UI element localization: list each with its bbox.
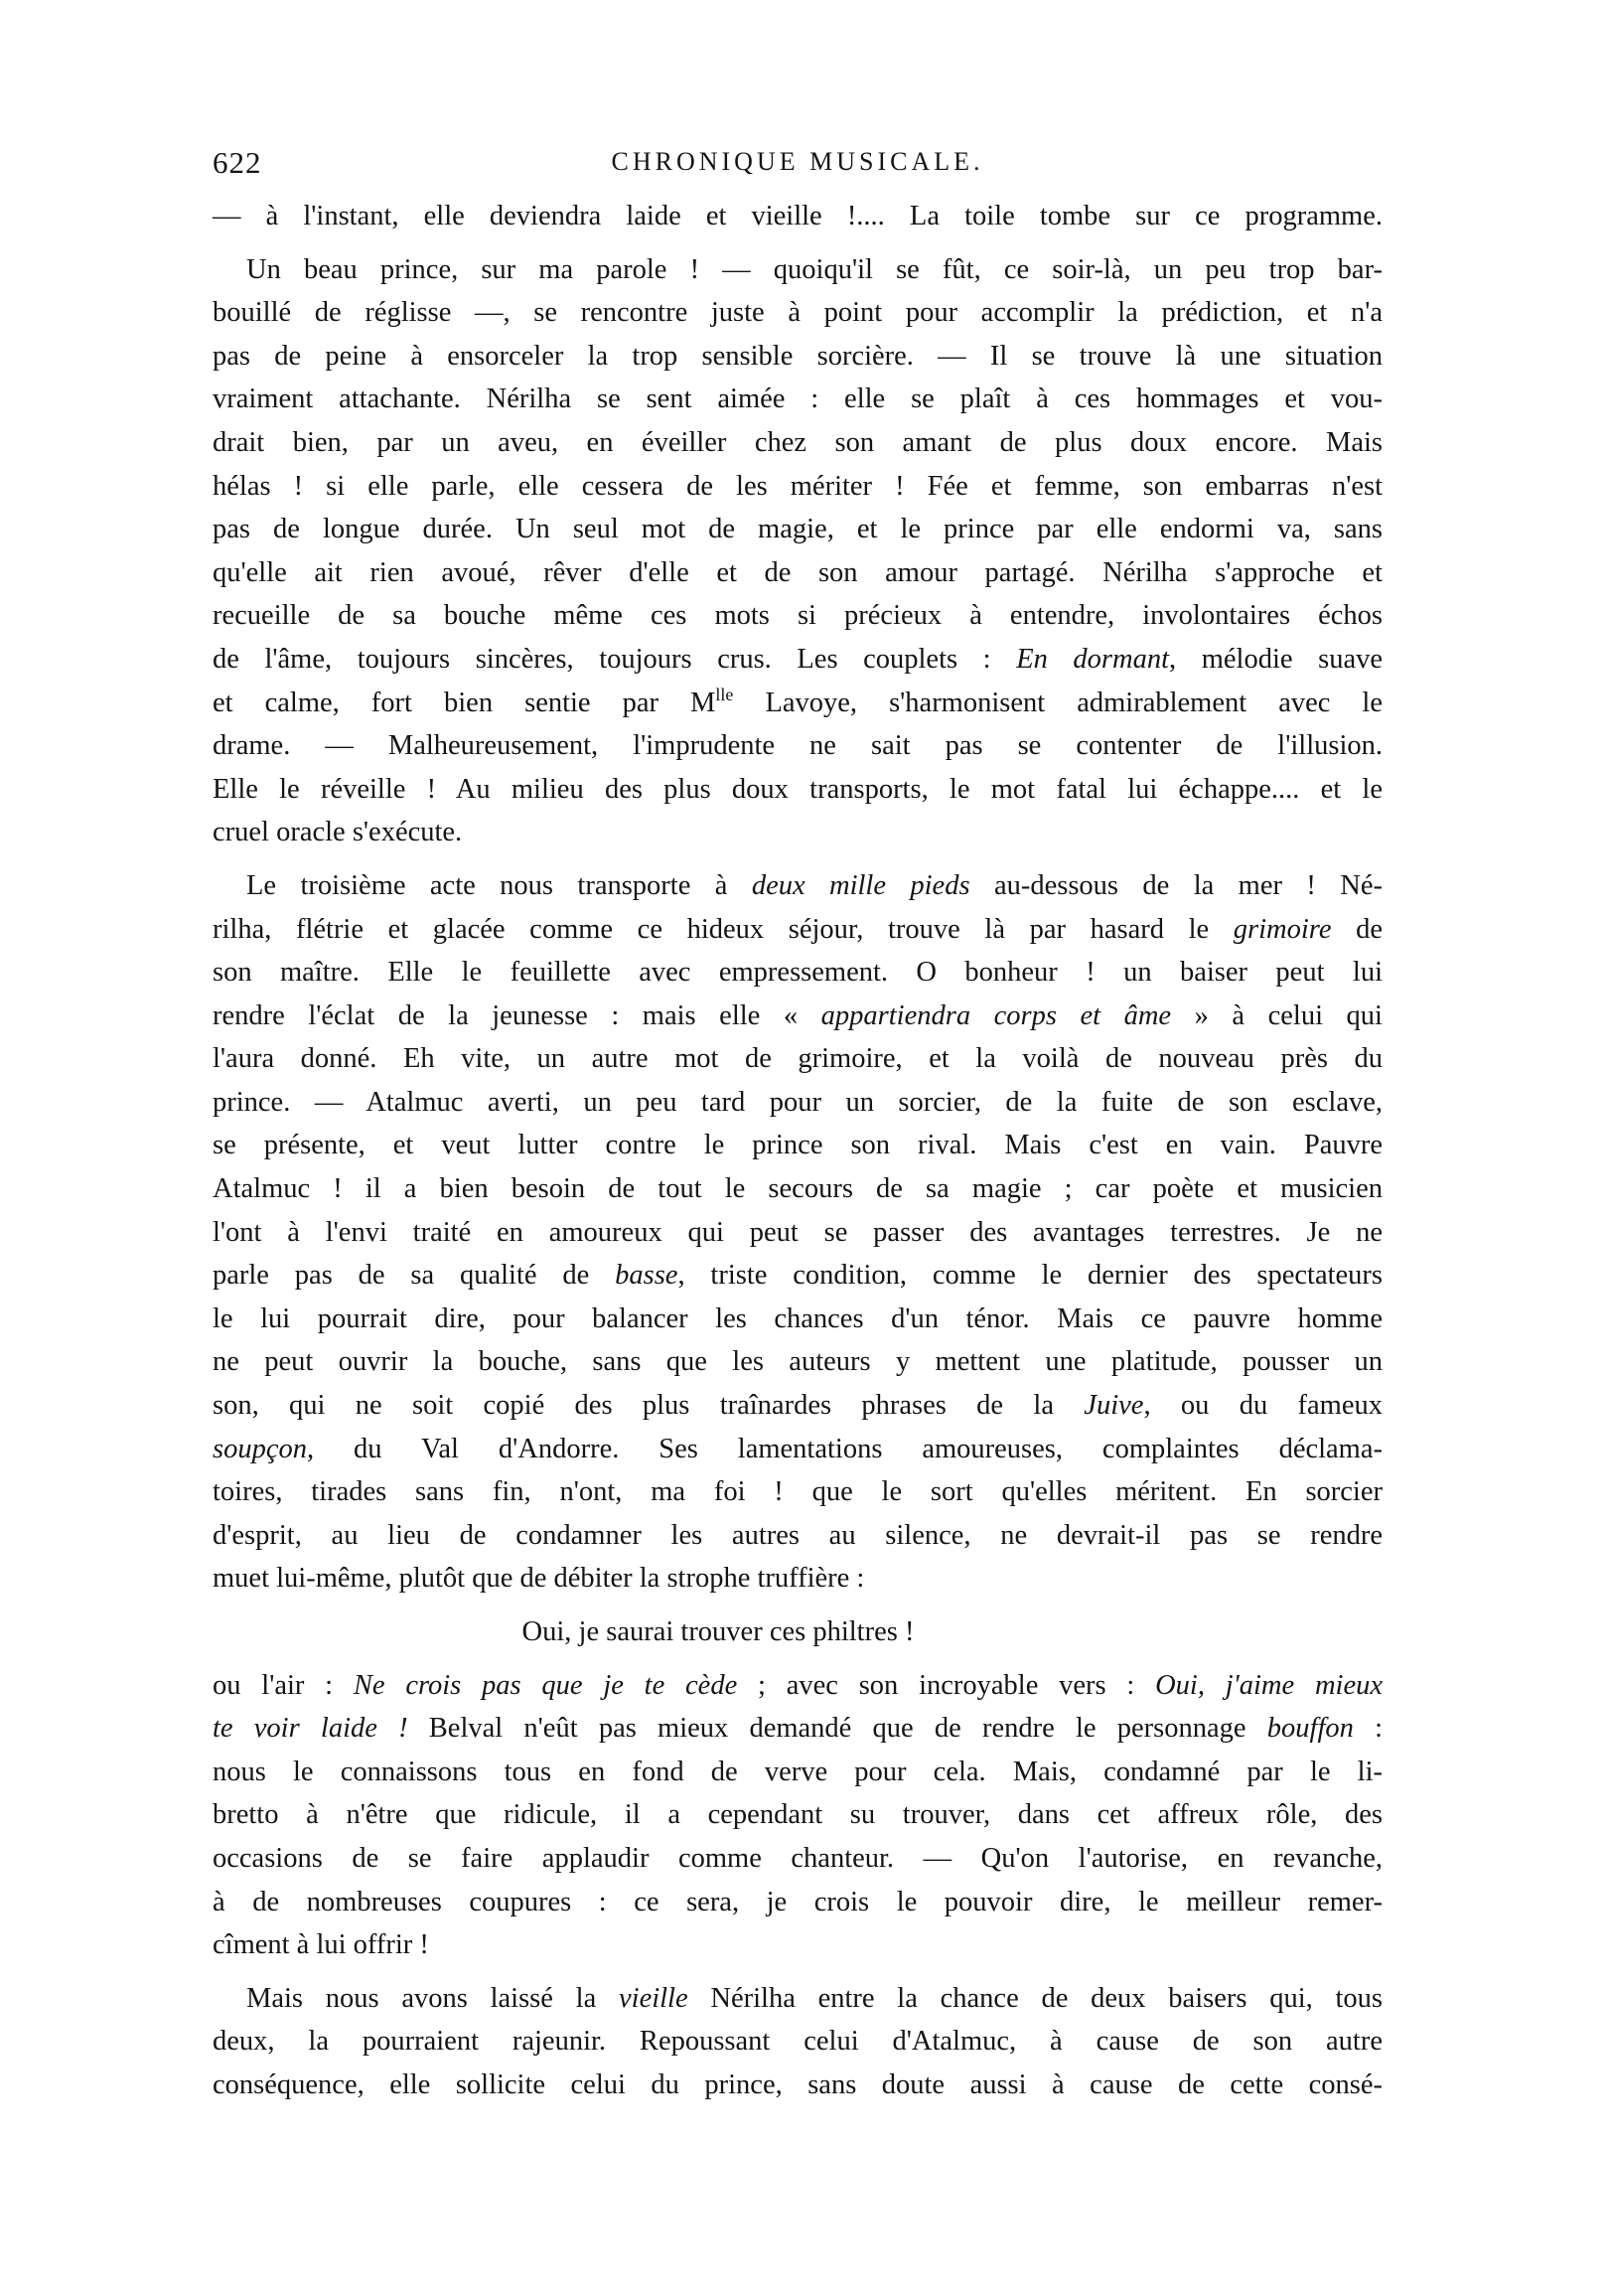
text-segment: ou l'air :: [213, 1669, 354, 1701]
text-line: [213, 1384, 1383, 1428]
paragraph-1: [213, 195, 1383, 238]
text-line: recueille de sa bouche même ces mots si précieux à entendre, involontaires échos: [213, 600, 1383, 632]
italic-phrase: te voir laide !: [213, 1713, 408, 1745]
text-line: [213, 1664, 1383, 1708]
text-line: l'aura donné. Eh vite, un autre mot de grimoire, et la voilà de nouveau près du: [213, 1043, 1383, 1075]
text-line: [213, 1707, 1383, 1751]
text-line: l'ont à l'envi traité en amoureux qui peut se passer des avantages terrestres. Je ne: [213, 1216, 1383, 1248]
text-line: [213, 864, 1383, 908]
text-line: bretto à n'être que ridicule, il a cependant su trouver, dans cet affreux rôle, des: [213, 1799, 1383, 1831]
italic-phrase: Ne crois pas que je te cède: [353, 1669, 738, 1701]
text-line: [213, 1254, 1383, 1298]
text-line: qu'elle ait rien avoué, rêver d'elle et de son amour partagé. Nérilha s'approche et: [213, 556, 1383, 588]
text-line: à de nombreuses coupures : ce sera, je crois le pouvoir dire, le meilleur remer-: [213, 1886, 1383, 1917]
text-segment: , du Val d'Andorre. Ses lamentations amoureuses, complaintes déclama-: [307, 1433, 1383, 1464]
text-line: d'esprit, au lieu de condamner les autres au silence, ne devrait-il pas se rendre: [213, 1519, 1383, 1551]
italic-phrase: vieille: [619, 1982, 688, 2014]
text-line: Atalmuc ! il a bien besoin de tout le secours de sa magie ; car poète et musicien: [213, 1173, 1383, 1205]
italic-phrase: grimoire: [1233, 913, 1332, 945]
superscript: lle: [715, 684, 734, 704]
text-segment: Lavoye, s'harmonisent admirablement avec le: [733, 687, 1383, 718]
text-segment: Nérilha entre la chance de deux baisers qui, tous: [687, 1982, 1384, 2014]
text-segment: , ou du fameux: [1143, 1390, 1383, 1422]
text-line: toires, tirades sans fin, n'ont, ma foi ! que le sort qu'elles méritent. En sorcier: [213, 1476, 1383, 1508]
italic-phrase: Oui, j'aime mieux: [1155, 1669, 1383, 1701]
text-segment: » à celui qui: [1171, 999, 1383, 1031]
text-segment: son, qui ne soit copié des plus traînardes phrases de la: [213, 1390, 1085, 1422]
text-line: [213, 995, 1383, 1038]
page-number: 622: [213, 145, 262, 180]
text-line: Un beau prince, sur ma parole ! — quoiqu'il se fût, ce soir-là, un peu trop bar-: [246, 253, 1383, 285]
text-line: [213, 682, 1383, 725]
paragraph-5: [213, 1977, 1383, 2107]
text-line: [213, 908, 1383, 952]
text-line: drame. — Malheureusement, l'imprudente ne sait pas se contenter de l'illusion.: [213, 730, 1383, 762]
text-segment: rilha, flétrie et glacée comme ce hideux séjour, trouve là par hasard le: [213, 913, 1234, 945]
verse-quotation: [213, 1610, 1383, 1654]
text-line: — à l'instant, elle deviendra laide et vieille !.... La toile tombe sur ce programme.: [213, 201, 1383, 231]
text-line: [213, 638, 1383, 682]
text-line: nous le connaissons tous en fond de verve pour cela. Mais, condamné par le li-: [213, 1756, 1383, 1787]
running-head: CHRONIQUE MUSICALE.: [611, 147, 984, 176]
text-line: ne peut ouvrir la bouche, sans que les auteurs y mettent une platitude, pousser un: [213, 1346, 1383, 1378]
text-segment: , triste condition, comme le dernier des spectateurs: [677, 1260, 1383, 1292]
text-line: deux, la pourraient rajeunir. Repoussant celui d'Atalmuc, à cause de son autre: [213, 2026, 1383, 2058]
text-segment: :: [1353, 1713, 1384, 1745]
text-line: son maître. Elle le feuillette avec empressement. O bonheur ! un baiser peut lui: [213, 957, 1383, 989]
text-line: cruel oracle s'exécute.: [213, 817, 463, 848]
italic-phrase: appartiendra corps et âme: [820, 999, 1172, 1031]
text-segment: et calme, fort bien sentie par M: [213, 687, 716, 718]
text-line: [213, 1977, 1383, 2021]
text-segment: au-dessous de la mer ! Né-: [969, 869, 1383, 901]
verse-line: Oui, je saurai trouver ces philtres !: [521, 1616, 915, 1647]
text-segment: rendre l'éclat de la jeunesse : mais elle «: [213, 999, 821, 1031]
text-line: [213, 1428, 1383, 1471]
text-line: prince. — Atalmuc averti, un peu tard pour un sorcier, de la fuite de son esclave,: [213, 1086, 1383, 1118]
text-line: pas de longue durée. Un seul mot de magie, et le prince par elle endormi va, sans: [213, 514, 1383, 545]
text-segment: parle pas de sa qualité de: [213, 1260, 616, 1292]
text-segment: ; avec son incroyable vers :: [737, 1669, 1156, 1701]
italic-phrase: basse: [615, 1260, 678, 1292]
text-segment: Le troisième acte nous transporte à: [246, 869, 752, 901]
page-body: [213, 195, 1383, 2117]
paragraph-3: [213, 864, 1383, 1601]
paragraph-4: [213, 1664, 1383, 1967]
page-header: [213, 145, 1383, 185]
text-line: occasions de se faire applaudir comme chanteur. — Qu'on l'autorise, en revanche,: [213, 1842, 1383, 1874]
paragraph-2: [213, 248, 1383, 854]
italic-title: En dormant: [1016, 643, 1170, 675]
text-line: hélas ! si elle parle, elle cessera de les mériter ! Fée et femme, son embarras n'est: [213, 470, 1383, 502]
italic-phrase: soupçon: [213, 1433, 307, 1464]
text-segment: Mais nous avons laissé la: [246, 1982, 619, 2014]
italic-phrase: deux mille pieds: [751, 869, 970, 901]
text-segment: Belval n'eût pas mieux demandé que de rendre le personnage: [407, 1713, 1267, 1745]
text-segment: , mélodie suave: [1169, 643, 1384, 675]
text-line: se présente, et veut lutter contre le prince son rival. Mais c'est en vain. Pauvre: [213, 1130, 1383, 1161]
text-line: cîment à lui offrir !: [213, 1929, 429, 1961]
text-line: le lui pourrait dire, pour balancer les chances d'un ténor. Mais ce pauvre homme: [213, 1302, 1383, 1334]
italic-phrase: Juive: [1084, 1390, 1144, 1422]
text-line: Elle le réveille ! Au milieu des plus doux transports, le mot fatal lui échappe.... et le: [213, 773, 1383, 805]
text-segment: de: [1331, 913, 1383, 945]
text-line: pas de peine à ensorceler la trop sensible sorcière. — Il se trouve là une situation: [213, 340, 1383, 372]
text-segment: de l'âme, toujours sincères, toujours crus. Les couplets :: [213, 643, 991, 675]
italic-phrase: bouffon: [1266, 1713, 1354, 1745]
text-line: muet lui-même, plutôt que de débiter la strophe truffière :: [213, 1563, 865, 1595]
text-line: conséquence, elle sollicite celui du prince, sans doute aussi à cause de cette consé-: [213, 2068, 1383, 2100]
text-line: drait bien, par un aveu, en éveiller chez son amant de plus doux encore. Mais: [213, 426, 1383, 458]
text-line: vraiment attachante. Nérilha se sent aimée : elle se plaît à ces hommages et vou-: [213, 383, 1383, 415]
text-line: bouillé de réglisse —, se rencontre juste à point pour accomplir la prédiction, et n'a: [213, 297, 1383, 329]
